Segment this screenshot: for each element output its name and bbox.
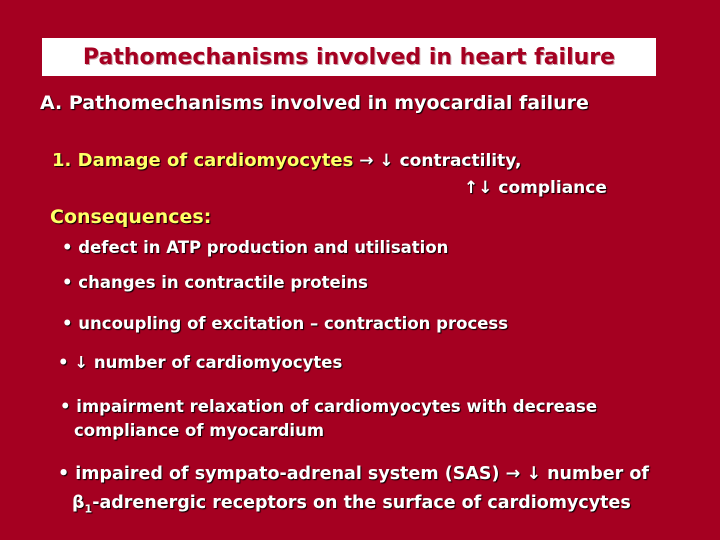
item-1-effect-line2: ↑↓ compliance [464, 178, 607, 198]
slide-title: Pathomechanisms involved in heart failure [82, 44, 616, 70]
bullet-sas-line2 [72, 493, 631, 516]
item-1 [52, 150, 521, 171]
beta-symbol: β [72, 493, 85, 513]
section-a-heading: A. Pathomechanisms involved in myocardial failure [40, 92, 589, 114]
beta-subscript: 1 [84, 502, 93, 516]
bullet-cardiomyocyte-number: • ↓ number of cardiomyocytes [58, 353, 343, 372]
item-1-label: 1. Damage of cardiomyocytes [52, 150, 354, 171]
bullet-atp: • defect in ATP production and utilisation [62, 238, 449, 257]
bullet-sas: • impaired of sympato-adrenal system (SAS) → ↓ number of [58, 464, 649, 484]
bullet-uncoupling: • uncoupling of excitation – contraction process [62, 314, 509, 333]
bullet-relaxation: • impairment relaxation of cardiomyocytes with decrease [60, 397, 598, 416]
consequences-heading: Consequences: [50, 206, 212, 228]
title-box [42, 38, 656, 76]
bullet-sas-line2-text: -adrenergic receptors on the surface of cardiomycytes [92, 493, 631, 513]
bullet-relaxation-line2: compliance of myocardium [74, 421, 325, 440]
item-1-effect: → ↓ contractility, [353, 151, 522, 171]
bullet-contractile-proteins: • changes in contractile proteins [62, 273, 368, 292]
